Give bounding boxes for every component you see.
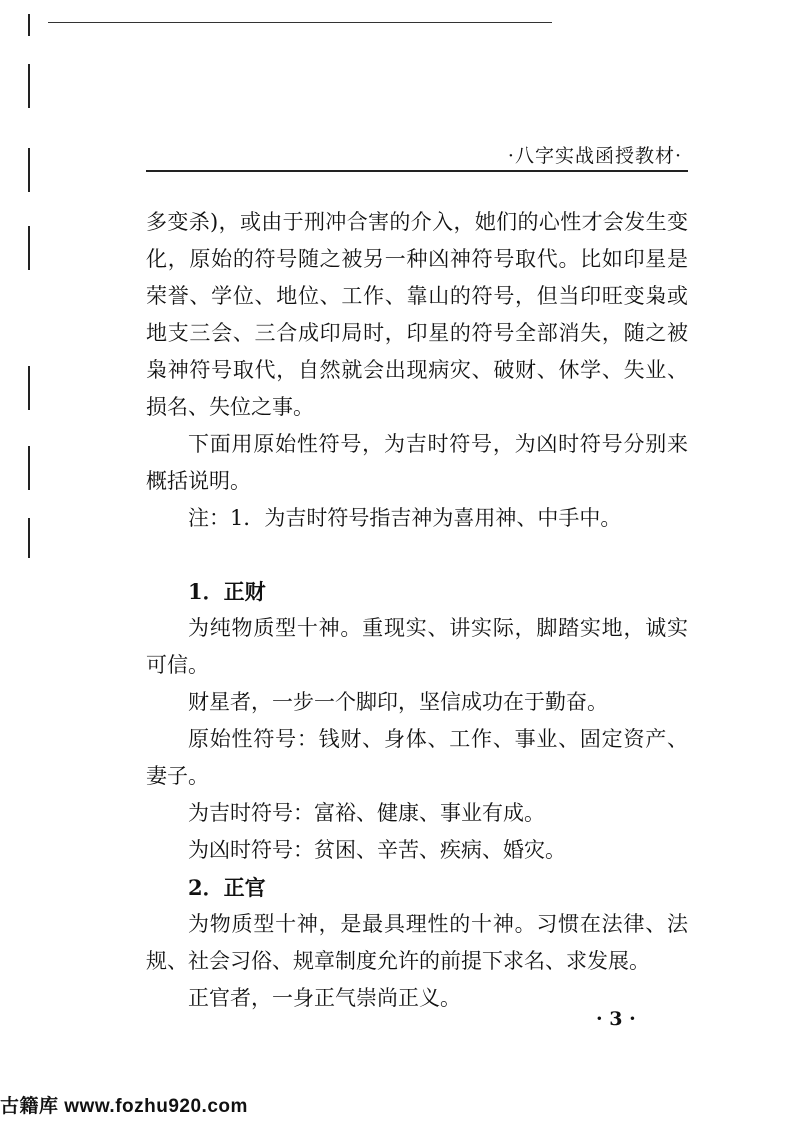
header-rule <box>146 170 688 172</box>
binding-edge-mark <box>28 226 30 270</box>
running-header: ·八字实战函授教材· <box>507 145 682 167</box>
paragraph: 为吉时符号：富裕、健康、事业有成。 <box>188 801 545 825</box>
binding-edge-mark <box>28 366 30 410</box>
paragraph: 正官者，一身正气崇尚正义。 <box>188 986 461 1010</box>
page-number: · 3 · <box>596 1008 636 1030</box>
paragraph: 为物质型十神，是最具理性的十神。习惯在法律、法规、社会习俗、规章制度允许的前提下求名、求发展。 <box>146 912 688 973</box>
binding-edge-mark <box>28 64 30 108</box>
section-spacer <box>146 537 688 573</box>
section-heading: 2．正官 <box>188 875 266 900</box>
paragraph: 为纯物质型十神。重现实、讲实际，脚踏实地，诚实可信。 <box>146 616 688 677</box>
top-rule <box>48 22 552 23</box>
paragraph: 财星者，一步一个脚印，坚信成功在于勤奋。 <box>188 690 608 714</box>
section-heading: 1．正财 <box>188 579 266 604</box>
paragraph: 为凶时符号：贫困、辛苦、疾病、婚灾。 <box>188 838 566 862</box>
watermark: 古籍库 www.fozhu920.com <box>0 1096 248 1117</box>
binding-edge-mark <box>28 446 30 490</box>
paragraph: 多变杀)，或由于刑冲合害的介入，她们的心性才会发生变化，原始的符号随之被另一种凶神符号取代。比如印星是荣誉、学位、地位、工作、靠山的符号，但当印旺变枭或地支三会、三合成印局时，印星的符号全部消失，随之被枭神符号取代，自然就会出现病灾、破财、休学、失业、损名、失位之事。 <box>146 210 688 419</box>
page-body <box>146 204 688 1017</box>
paragraph: 原始性符号：钱财、身体、工作、事业、固定资产、妻子。 <box>146 727 688 788</box>
note-paragraph: 注：1．为吉时符号指吉神为喜用神、中手中。 <box>188 506 622 530</box>
binding-edge-mark <box>28 14 30 36</box>
paragraph: 下面用原始性符号，为吉时符号，为凶时符号分别来概括说明。 <box>146 432 688 493</box>
binding-edge-mark <box>28 518 30 558</box>
